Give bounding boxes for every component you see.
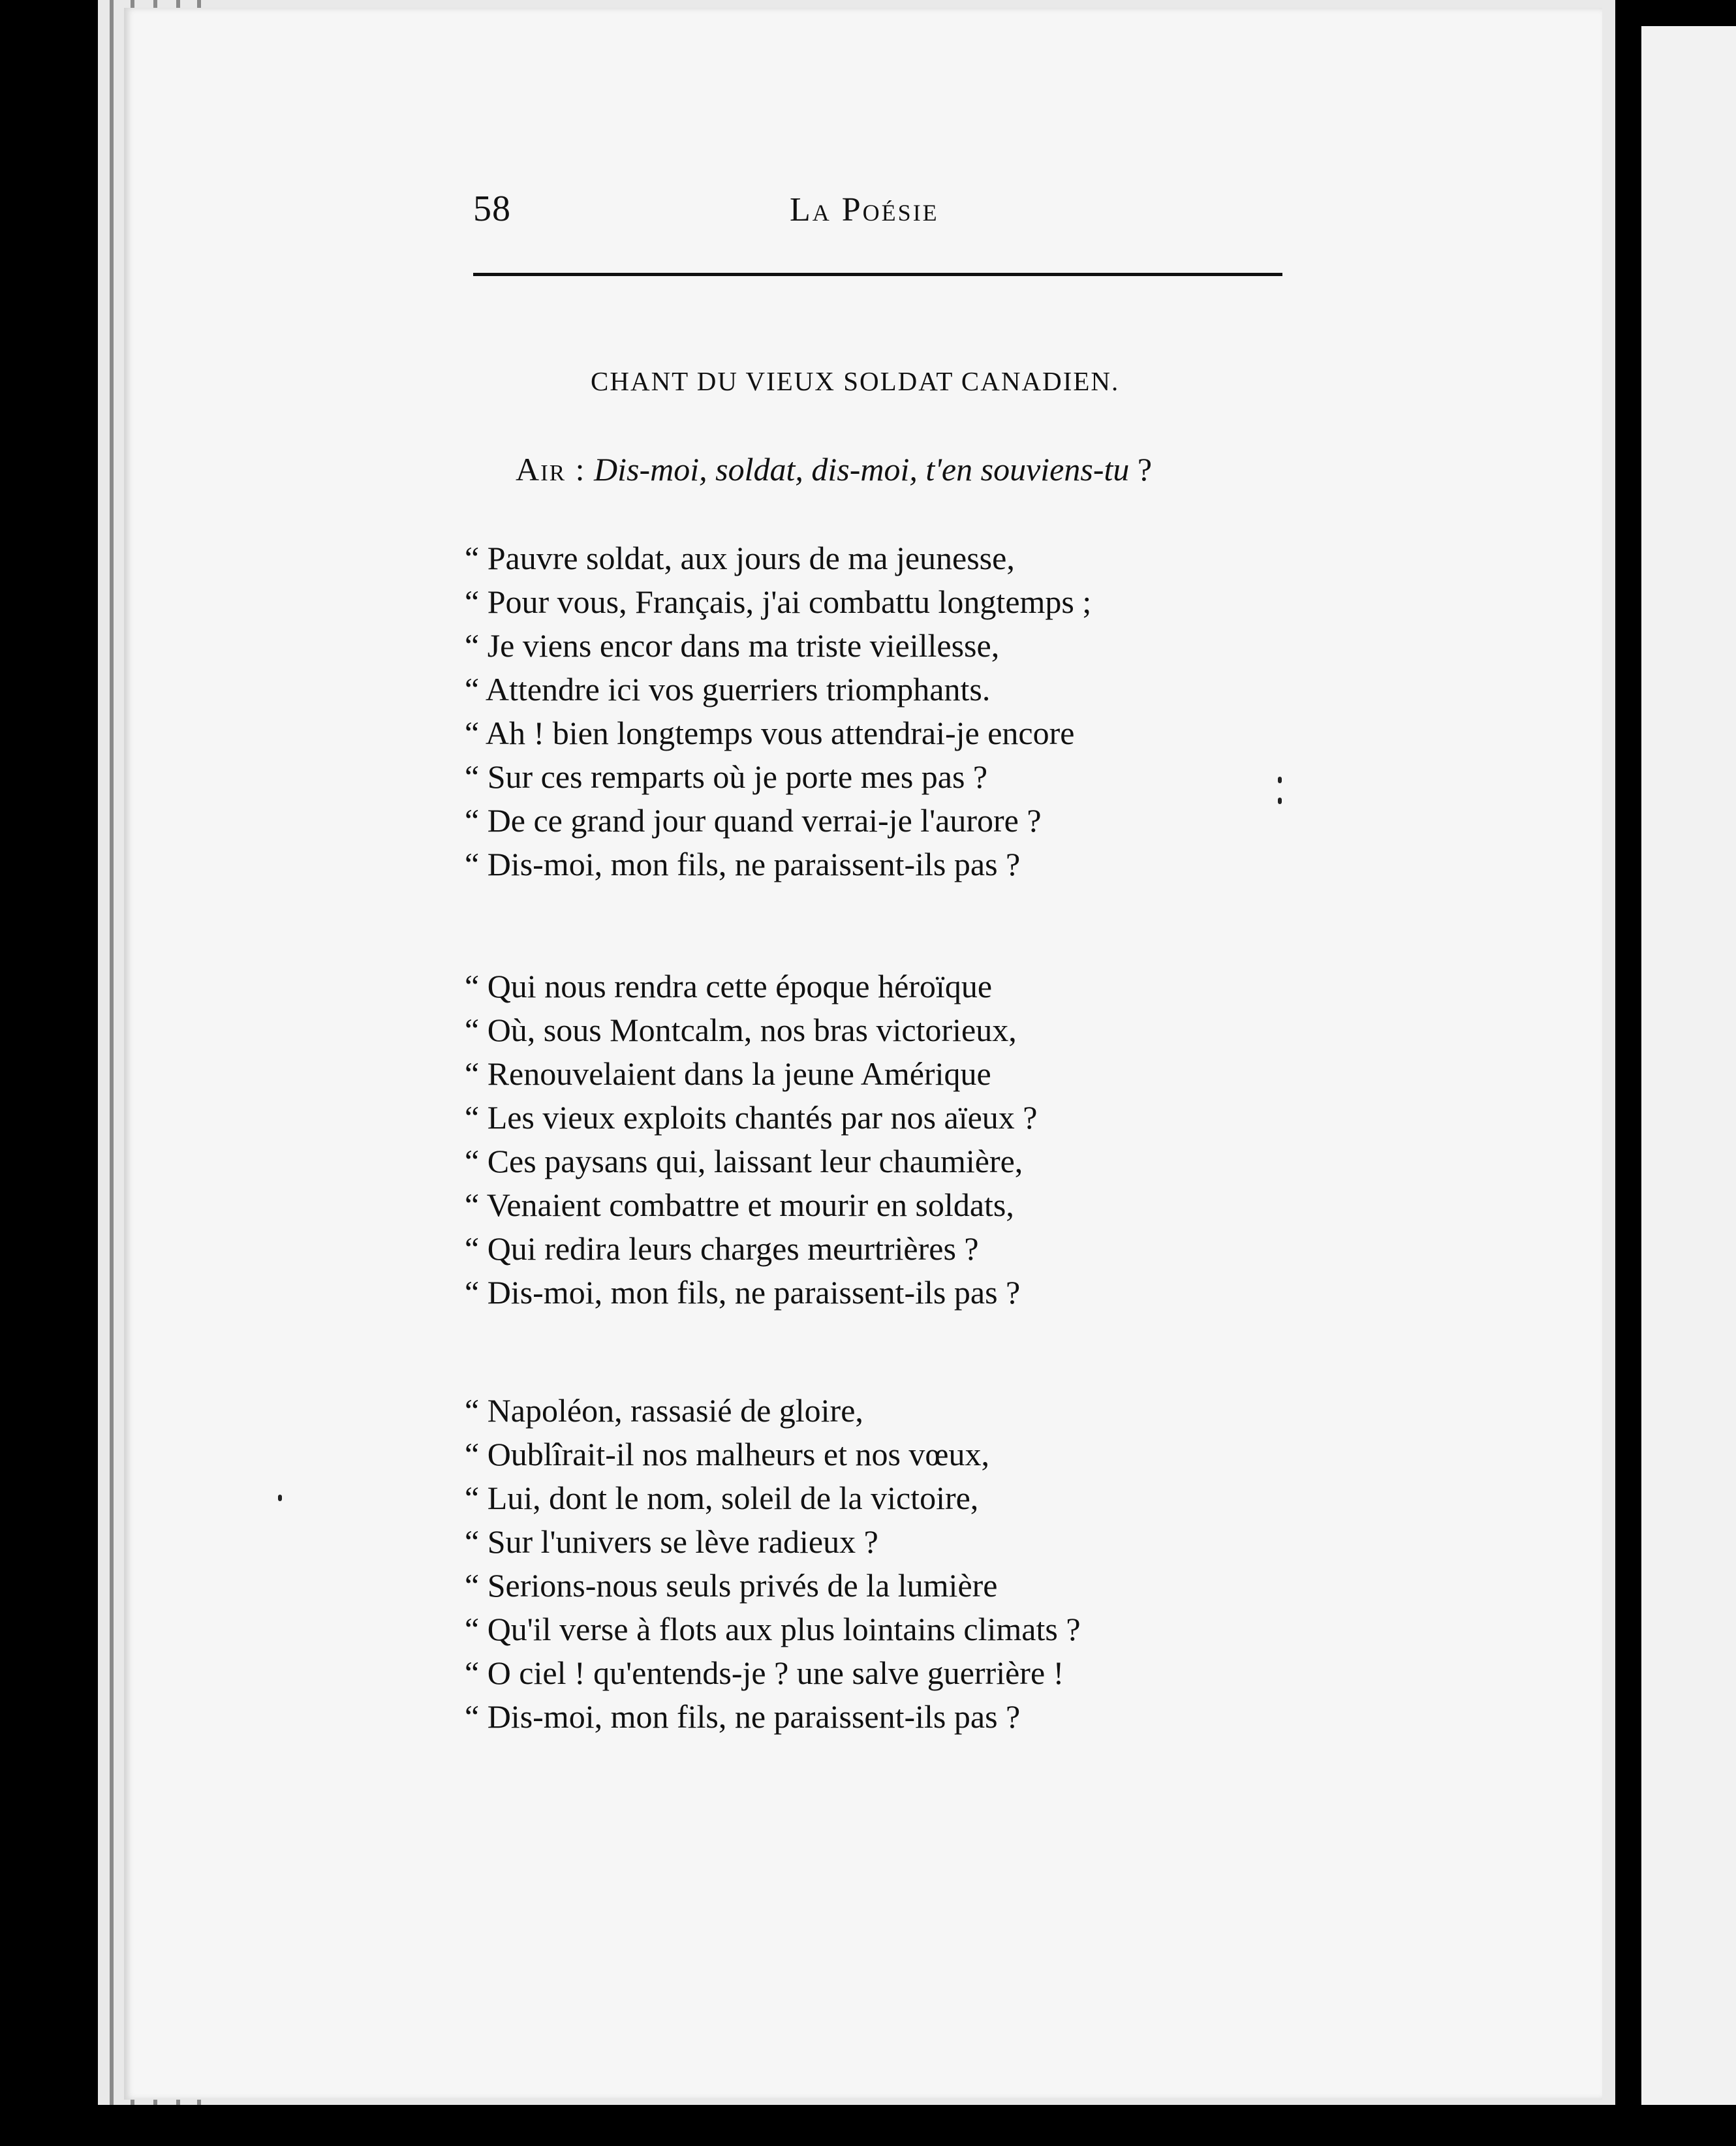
verse-line: “ Dis-moi, mon fils, ne paraissent-ils pas ?: [465, 1698, 1021, 1735]
verse-line: “ Les vieux exploits chantés par nos aïeux ?: [465, 1099, 1038, 1136]
verse-line: “ Dis-moi, mon fils, ne paraissent-ils pas ?: [465, 1274, 1021, 1311]
verse-line: “ Napoléon, rassasié de gloire,: [465, 1392, 863, 1429]
verse-line: “ Je viens encor dans ma triste vieillesse,: [465, 627, 1000, 664]
verse-line: “ Sur ces remparts où je porte mes pas ?: [465, 758, 988, 795]
verse-line: “ O ciel ! qu'entends-je ? une salve guerrière !: [465, 1655, 1064, 1691]
running-head: La Poésie: [790, 191, 939, 228]
verse-line: “ Qui redira leurs charges meurtrières ?: [465, 1230, 979, 1267]
verse-line: “ Oublîrait-il nos malheurs et nos vœux,: [465, 1436, 990, 1472]
page-edge: [110, 0, 114, 2105]
verse-line: “ Renouvelaient dans la jeune Amérique: [465, 1055, 991, 1092]
header-rule: [473, 273, 1282, 276]
verse-line: “ Qui nous rendra cette époque héroïque: [465, 968, 993, 1004]
facing-page-edge: [1641, 26, 1736, 2108]
verse-line: “ Où, sous Montcalm, nos bras victorieux,: [465, 1012, 1017, 1048]
poem-title: CHANT DU VIEUX SOLDAT CANADIEN.: [591, 366, 1120, 396]
air-punctuation: ?: [1129, 451, 1153, 488]
ink-speck: [1278, 798, 1282, 804]
verse-line: “ Pauvre soldat, aux jours de ma jeunesse,: [465, 540, 1015, 576]
verse-line: “ Attendre ici vos guerriers triomphants.: [465, 671, 991, 708]
verse-line: “ Ah ! bien longtemps vous attendrai-je encore: [465, 715, 1075, 751]
verse-line: “ Venaient combattre et mourir en soldats,: [465, 1187, 1014, 1223]
verse-line: “ Qu'il verse à flots aux plus lointains climats ?: [465, 1611, 1081, 1647]
stanza-2: [465, 965, 1038, 1314]
stanza-1: [465, 536, 1091, 886]
air-line: [516, 450, 1152, 488]
scan-border-bottom: [0, 2105, 1736, 2146]
page-number: 58: [473, 189, 511, 229]
verse-line: “ Ces paysans qui, laissant leur chaumière,: [465, 1143, 1023, 1179]
ink-speck: [278, 1495, 282, 1501]
air-label: Air :: [516, 451, 586, 488]
verse-line: “ Pour vous, Français, j'ai combattu longtemps ;: [465, 583, 1092, 620]
verse-line: “ Sur l'univers se lève radieux ?: [465, 1523, 878, 1560]
verse-line: “ Dis-moi, mon fils, ne paraissent-ils pas ?: [465, 846, 1021, 882]
verse-line: “ Serions-nous seuls privés de la lumière: [465, 1567, 998, 1604]
ink-speck: [1278, 777, 1282, 783]
air-title: Dis-moi, soldat, dis-moi, t'en souviens-tu: [594, 451, 1130, 488]
verse-line: “ De ce grand jour quand verrai-je l'aurore ?: [465, 802, 1042, 839]
verse-line: “ Lui, dont le nom, soleil de la victoire,: [465, 1480, 979, 1516]
stanza-3: [465, 1389, 1081, 1739]
